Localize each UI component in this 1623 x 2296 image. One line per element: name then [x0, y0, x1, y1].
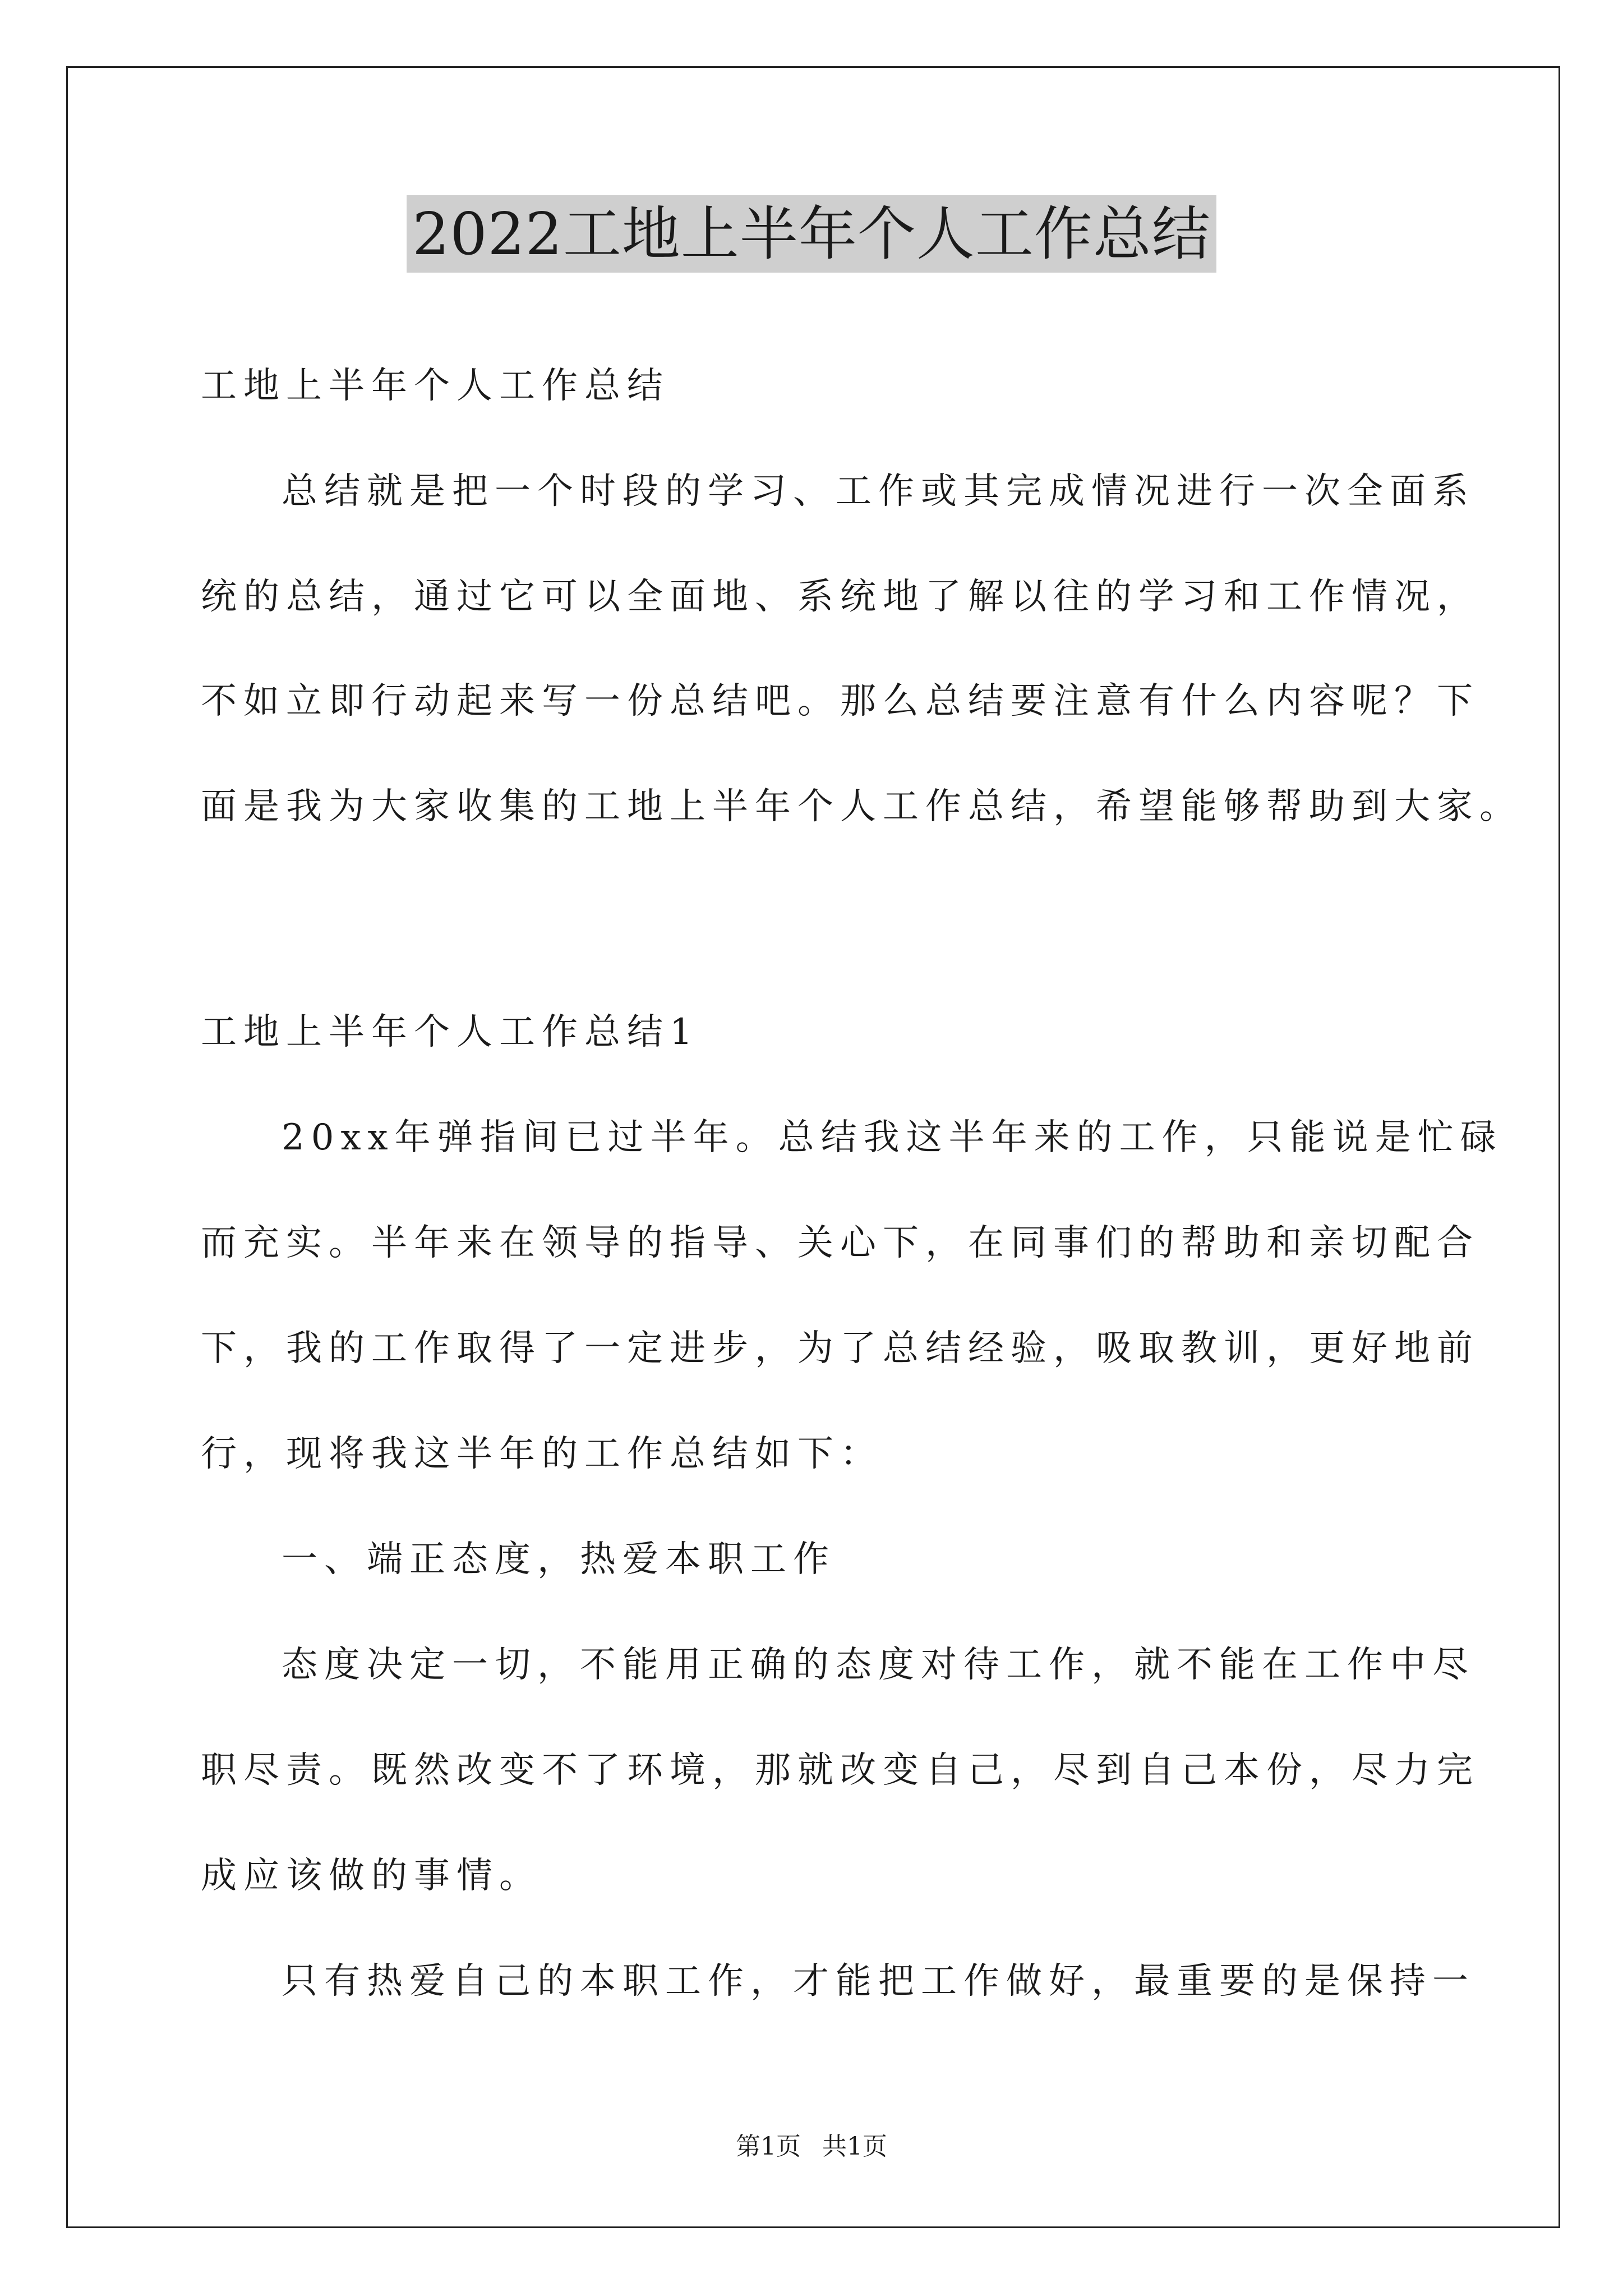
body-line: 统的总结，通过它可以全面地、系统地了解以往的学习和工作情况， — [201, 576, 1479, 618]
body-line: 下，我的工作取得了一定进步，为了总结经验，吸取教训，更好地前 — [201, 1328, 1479, 1369]
body-line: 面是我为大家收集的工地上半年个人工作总结，希望能够帮助到大家。 — [201, 786, 1522, 827]
page-number: 第1页 — [736, 2132, 801, 2161]
body-line: 态度决定一切，不能用正确的态度对待工作，就不能在工作中尽 — [282, 1644, 1475, 1686]
body-line: 职尽责。既然改变不了环境，那就改变自己，尽到自己本份，尽力完 — [201, 1750, 1479, 1791]
body-line: 只有热爱自己的本职工作，才能把工作做好，最重要的是保持一 — [282, 1961, 1475, 2002]
body-line: 不如立即行动起来写一份总结吧。那么总结要注意有什么内容呢？下 — [201, 680, 1479, 722]
body-line: 而充实。半年来在领导的指导、关心下，在同事们的帮助和亲切配合 — [201, 1222, 1479, 1264]
section-heading: 工地上半年个人工作总结1 — [201, 1011, 699, 1053]
subsection-heading: 一、端正态度，热爱本职工作 — [282, 1539, 836, 1580]
page-count: 共1页 — [822, 2132, 887, 2161]
title-block — [0, 195, 1623, 273]
body-line: 总结就是把一个时段的学习、工作或其完成情况进行一次全面系 — [282, 471, 1475, 512]
page-footer — [0, 2126, 1623, 2162]
body-line: 20xx年弹指间已过半年。总结我这半年来的工作，只能说是忙碌 — [282, 1117, 1503, 1158]
document-title: 2022工地上半年个人工作总结 — [407, 195, 1216, 273]
subtitle-line: 工地上半年个人工作总结 — [201, 365, 670, 407]
body-line: 成应该做的事情。 — [201, 1855, 542, 1897]
body-line: 行，现将我这半年的工作总结如下： — [201, 1433, 883, 1475]
